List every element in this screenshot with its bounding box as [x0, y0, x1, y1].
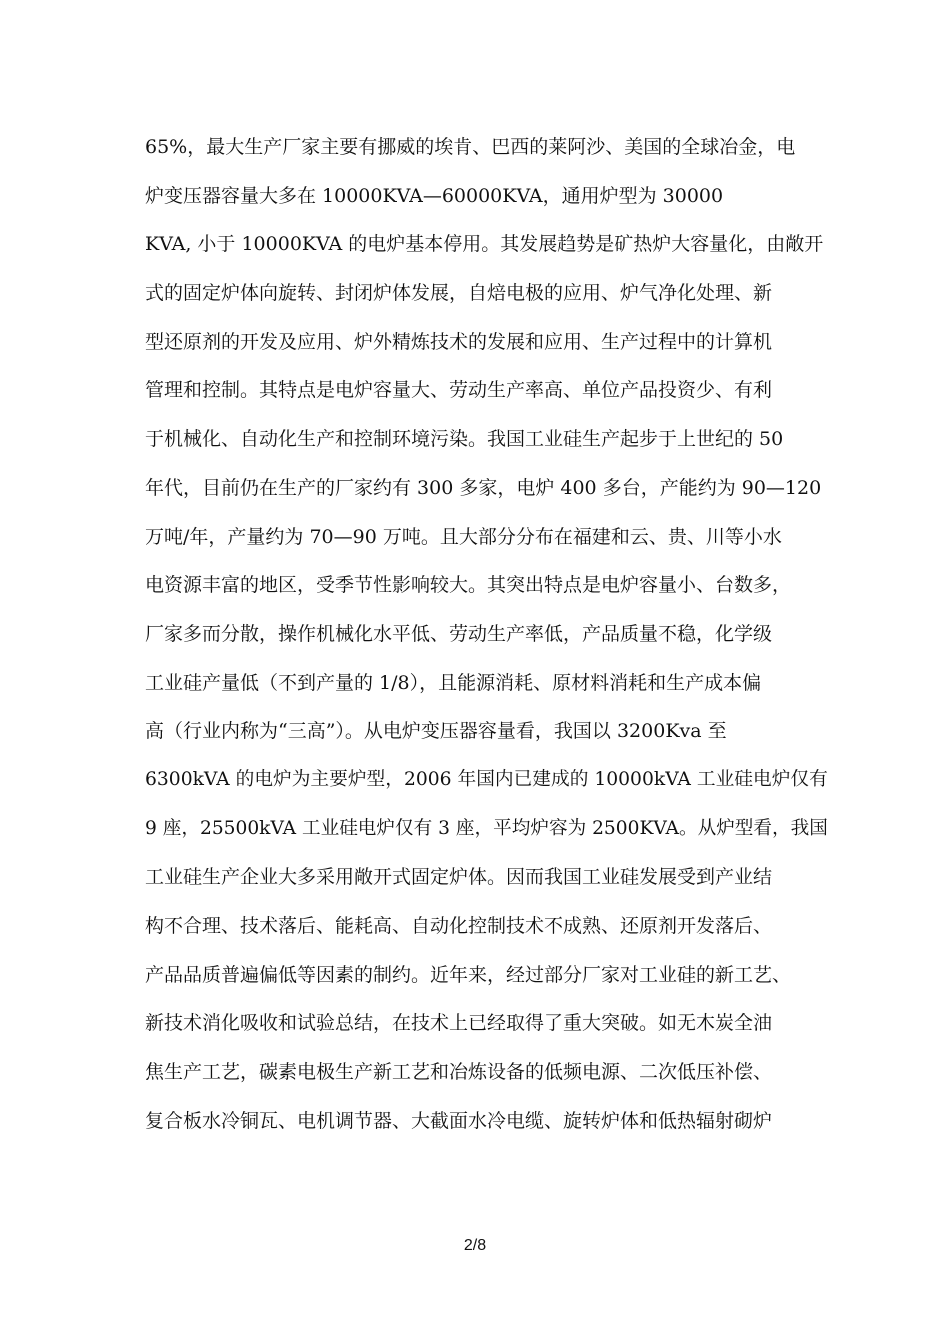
text-line: 65%，最大生产厂家主要有挪威的埃肯、巴西的莱阿沙、美国的全球冶金，电: [145, 136, 796, 158]
text-line: 管理和控制。其特点是电炉容量大、劳动生产率高、单位产品投资少、有利: [145, 379, 773, 402]
text-line: 产品品质普遍偏低等因素的制约。近年来，经过部分厂家对工业硅的新工艺、: [145, 963, 792, 986]
page-number: 2/8: [463, 1237, 487, 1254]
text-line: 型还原剂的开发及应用、炉外精炼技术的发展和应用、生产过程中的计算机: [145, 330, 773, 353]
text-line: 厂家多而分散，操作机械化水平低、劳动生产率低，产品质量不稳，化学级: [145, 622, 773, 645]
text-line: KVA, 小于 10000KVA 的电炉基本停用。其发展趋势是矿热炉大容量化，由敞开: [145, 233, 824, 256]
text-line: 9 座，25500kVA 工业硅电炉仅有 3 座，平均炉容为 2500KVA。从炉型看，我国: [145, 817, 828, 839]
text-line: 复合板水冷铜瓦、电机调节器、大截面水冷电缆、旋转炉体和低热辐射砌炉: [145, 1109, 773, 1132]
text-line: 高（行业内称为“三高”）。从电炉变压器容量看，我国以 3200Kva 至: [145, 720, 727, 743]
text-line: 万吨/年，产量约为 70—90 万吨。且大部分分布在福建和云、贵、川等小水: [145, 525, 782, 548]
text-line: 新技术消化吸收和试验总结，在技术上已经取得了重大突破。如无木炭全油: [145, 1012, 773, 1035]
text-line: 年代，目前仍在生产的厂家约有 300 多家，电炉 400 多台，产能约为 90—120: [145, 476, 822, 499]
text-line: 电资源丰富的地区，受季节性影响较大。其突出特点是电炉容量小、台数多，: [145, 574, 792, 597]
text-line: 式的固定炉体向旋转、封闭炉体发展，自焙电极的应用、炉气净化处理、新: [145, 282, 773, 305]
text-line: 构不合理、技术落后、能耗高、自动化控制技术不成熟、还原剂开发落后、: [145, 915, 773, 937]
text-line: 6300kVA 的电炉为主要炉型，2006 年国内已建成的 10000kVA 工业硅电炉仅有: [145, 768, 828, 790]
text-line: 于机械化、自动化生产和控制环境污染。我国工业硅生产起步于上世纪的 50: [145, 428, 784, 451]
text-line: 工业硅产量低（不到产量的 1/8），且能源消耗、原材料消耗和生产成本偏: [145, 671, 762, 694]
text-line: 焦生产工艺，碳素电极生产新工艺和冶炼设备的低频电源、二次低压补偿、: [145, 1061, 773, 1084]
text-line: 炉变压器容量大多在 10000KVA—60000KVA，通用炉型为 30000: [145, 184, 724, 207]
body-text: [145, 128, 835, 1150]
text-line: 工业硅生产企业大多采用敞开式固定炉体。因而我国工业硅发展受到产业结: [145, 866, 773, 889]
